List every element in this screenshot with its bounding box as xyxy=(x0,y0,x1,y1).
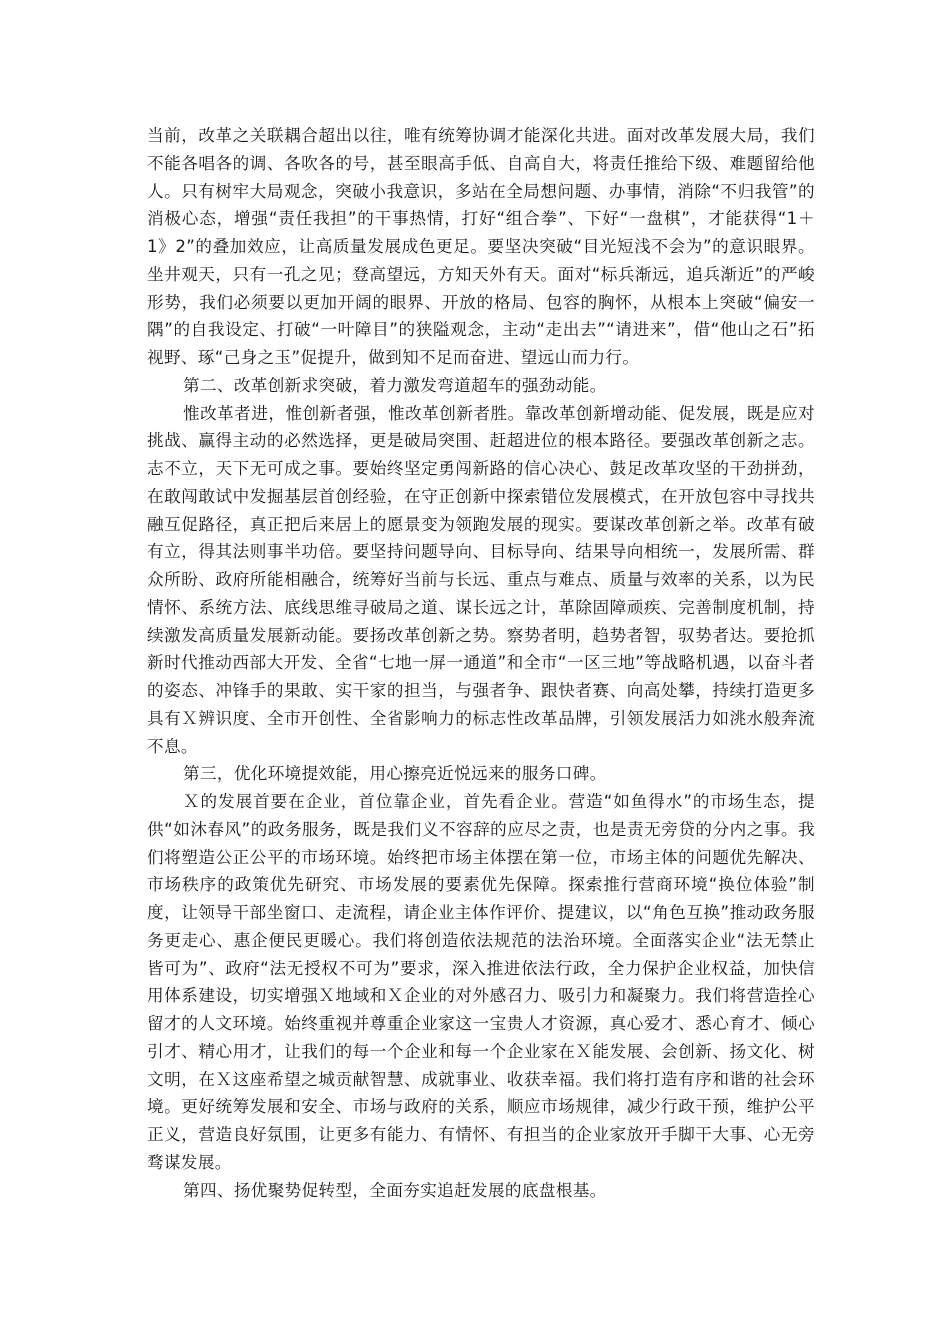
document-body xyxy=(147,122,815,1204)
paragraph-overall-coordination: 当前，改革之关联耦合超出以往，唯有统筹协调才能深化共进。面对改革发展大局，我们不能各唱各的调、各吹各的号，甚至眼高手低、自高自大，将责任推给下级、难题留给他人。只有树牢大局观念，突破小我意识，多站在全局想问题、办事情，消除“不归我管”的消极心态，增强“责任我担”的干事热情，打好“组合拳”、下好“一盘棋”，才能获得“1＋1》2”的叠加效应，让高质量发展成色更足。要坚决突破“目光短浅不会为”的意识眼界。坐井观天，只有一孔之见；登高望远，方知天外有天。面对“标兵渐远，追兵渐近”的严峻形势，我们必须要以更加开阔的眼界、开放的格局、包容的胸怀，从根本上突破“偏安一隅”的自我设定、打破“一叶障目”的狭隘观念，主动“走出去”“请进来”，借“他山之石”拓视野、琢“己身之玉”促提升，做到知不足而奋进、望远山而力行。 xyxy=(147,126,815,367)
heading-point-four: 第四、扬优聚势促转型，全面夯实追赶发展的底盘根基。 xyxy=(183,1180,607,1200)
paragraph-reform-innovation: 惟改革者进，惟创新者强，惟改革创新者胜。靠改革创新增动能、促发展，既是应对挑战、赢得主动的必然选择，更是破局突围、赶超进位的根本路径。要强改革创新之志。志不立，天下无可成之事。要始终坚定勇闯新路的信心决心、鼓足改革攻坚的干劲拼劲，在敢闯敢试中发掘基层首创经验，在守正创新中探索错位发展模式，在开放包容中寻找共融互促路径，真正把后来居上的愿景变为领跑发展的现实。要谋改革创新之举。改革有破有立，得其法则事半功倍。要坚持问题导向、目标导向、结果导向相统一，发展所需、群众所盼、政府所能相融合，统筹好当前与长远、重点与难点、质量与效率的关系，以为民情怀、系统方法、底线思维寻破局之道、谋长远之计，革除固障顽疾、完善制度机制，持续激发高质量发展新动能。要扬改革创新之势。察势者明，趋势者智，驭势者达。要抢抓新时代推动西部大开发、全省“七地一屏一通道”和全市“一区三地”等战略机遇，以奋斗者的姿态、冲锋手的果敢、实干家的担当，与强者争、跟快者赛、向高处攀，持续打造更多具有Ｘ辨识度、全市开创性、全省影响力的标志性改革品牌，引领发展活力如洮水般奔流不息。 xyxy=(147,403,815,756)
heading-point-three: 第三，优化环境提效能，用心擦亮近悦远来的服务口碑。 xyxy=(183,764,607,784)
heading-point-two: 第二、改革创新求突破，着力激发弯道超车的强劲动能。 xyxy=(183,375,607,395)
paragraph-business-environment: Ｘ的发展首要在企业，首位靠企业，首先看企业。营造“如鱼得水”的市场生态，提供“如沐春风”的政务服务，既是我们义不容辞的应尽之责，也是责无旁贷的分内之事。我们将塑造公正公平的市场环境。始终把市场主体摆在第一位，市场主体的问题优先解决、市场秩序的政策优先研究、市场发展的要素优先保障。探索推行营商环境“换位体验”制度，让领导干部坐窗口、走流程，请企业主体作评价、提建议，以“角色互换”推动政务服务更走心、惠企便民更暖心。我们将创造依法规范的法治环境。全面落实企业“法无禁止皆可为”、政府“法无授权不可为”要求，深入推进依法行政，全力保护企业权益，加快信用体系建设，切实增强Ｘ地域和Ｘ企业的对外感召力、吸引力和凝聚力。我们将营造拴心留才的人文环境。始终重视并尊重企业家这一宝贵人才资源，真心爱才、悉心育才、倾心引才、精心用才，让我们的每一个企业和每一个企业家在Ｘ能发展、会创新、扬文化、树文明，在Ｘ这座希望之城贡献智慧、成就事业、收获幸福。我们将打造有序和谐的社会环境。更好统筹发展和安全、市场与政府的关系，顺应市场规律，减少行政干预，维护公平正义，营造良好氛围，让更多有能力、有情怀、有担当的企业家放开手脚干大事、心无旁骛谋发展。 xyxy=(147,792,815,1172)
